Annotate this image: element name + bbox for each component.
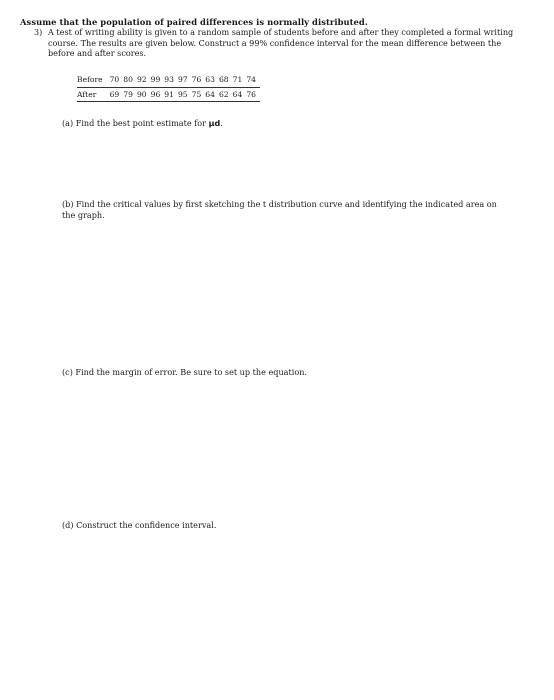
part-a-question — [62, 118, 223, 130]
after-value: 64 — [205, 88, 219, 102]
assumption-heading: Assume that the population of paired differences is normally distributed. — [20, 17, 368, 27]
before-value: 63 — [205, 75, 219, 88]
after-value: 79 — [123, 88, 137, 102]
before-value: 68 — [219, 75, 233, 88]
part-a-period: . — [220, 118, 223, 128]
after-value: 62 — [219, 88, 233, 102]
before-value: 92 — [137, 75, 151, 88]
after-value: 90 — [137, 88, 151, 102]
part-b-question: (b) Find the critical values by first sketching the t distribution curve and identifying the indicated area on the graph. — [62, 199, 497, 220]
before-value: 71 — [233, 75, 247, 88]
before-value: 99 — [151, 75, 165, 88]
problem-number: 3) — [34, 27, 43, 37]
before-value: 76 — [192, 75, 206, 88]
after-value: 96 — [151, 88, 165, 102]
scores-table — [77, 75, 260, 102]
after-label: After — [77, 88, 110, 102]
after-value: 75 — [192, 88, 206, 102]
part-d-question: (d) Construct the confidence interval. — [62, 520, 217, 530]
before-value: 93 — [164, 75, 178, 88]
after-value: 69 — [110, 88, 124, 102]
before-value: 80 — [123, 75, 137, 88]
before-value: 97 — [178, 75, 192, 88]
after-value: 64 — [233, 88, 247, 102]
part-c-question: (c) Find the margin of error. Be sure to set up the equation. — [62, 367, 307, 377]
part-a-text: (a) Find the best point estimate for — [62, 118, 206, 128]
problem-statement — [34, 27, 524, 59]
before-row — [77, 75, 260, 88]
before-label: Before — [77, 75, 110, 88]
before-value: 74 — [246, 75, 260, 88]
before-value: 70 — [110, 75, 124, 88]
after-value: 95 — [178, 88, 192, 102]
problem-text: A test of writing ability is given to a random sample of students before and after they completed a formal writing course. The results are given below. Construct a 99% confidence interval for the mean difference between the before and after scores. — [48, 27, 514, 58]
after-value: 76 — [246, 88, 260, 102]
after-row — [77, 88, 260, 102]
mu-d-symbol: μd — [208, 119, 221, 128]
after-value: 91 — [164, 88, 178, 102]
